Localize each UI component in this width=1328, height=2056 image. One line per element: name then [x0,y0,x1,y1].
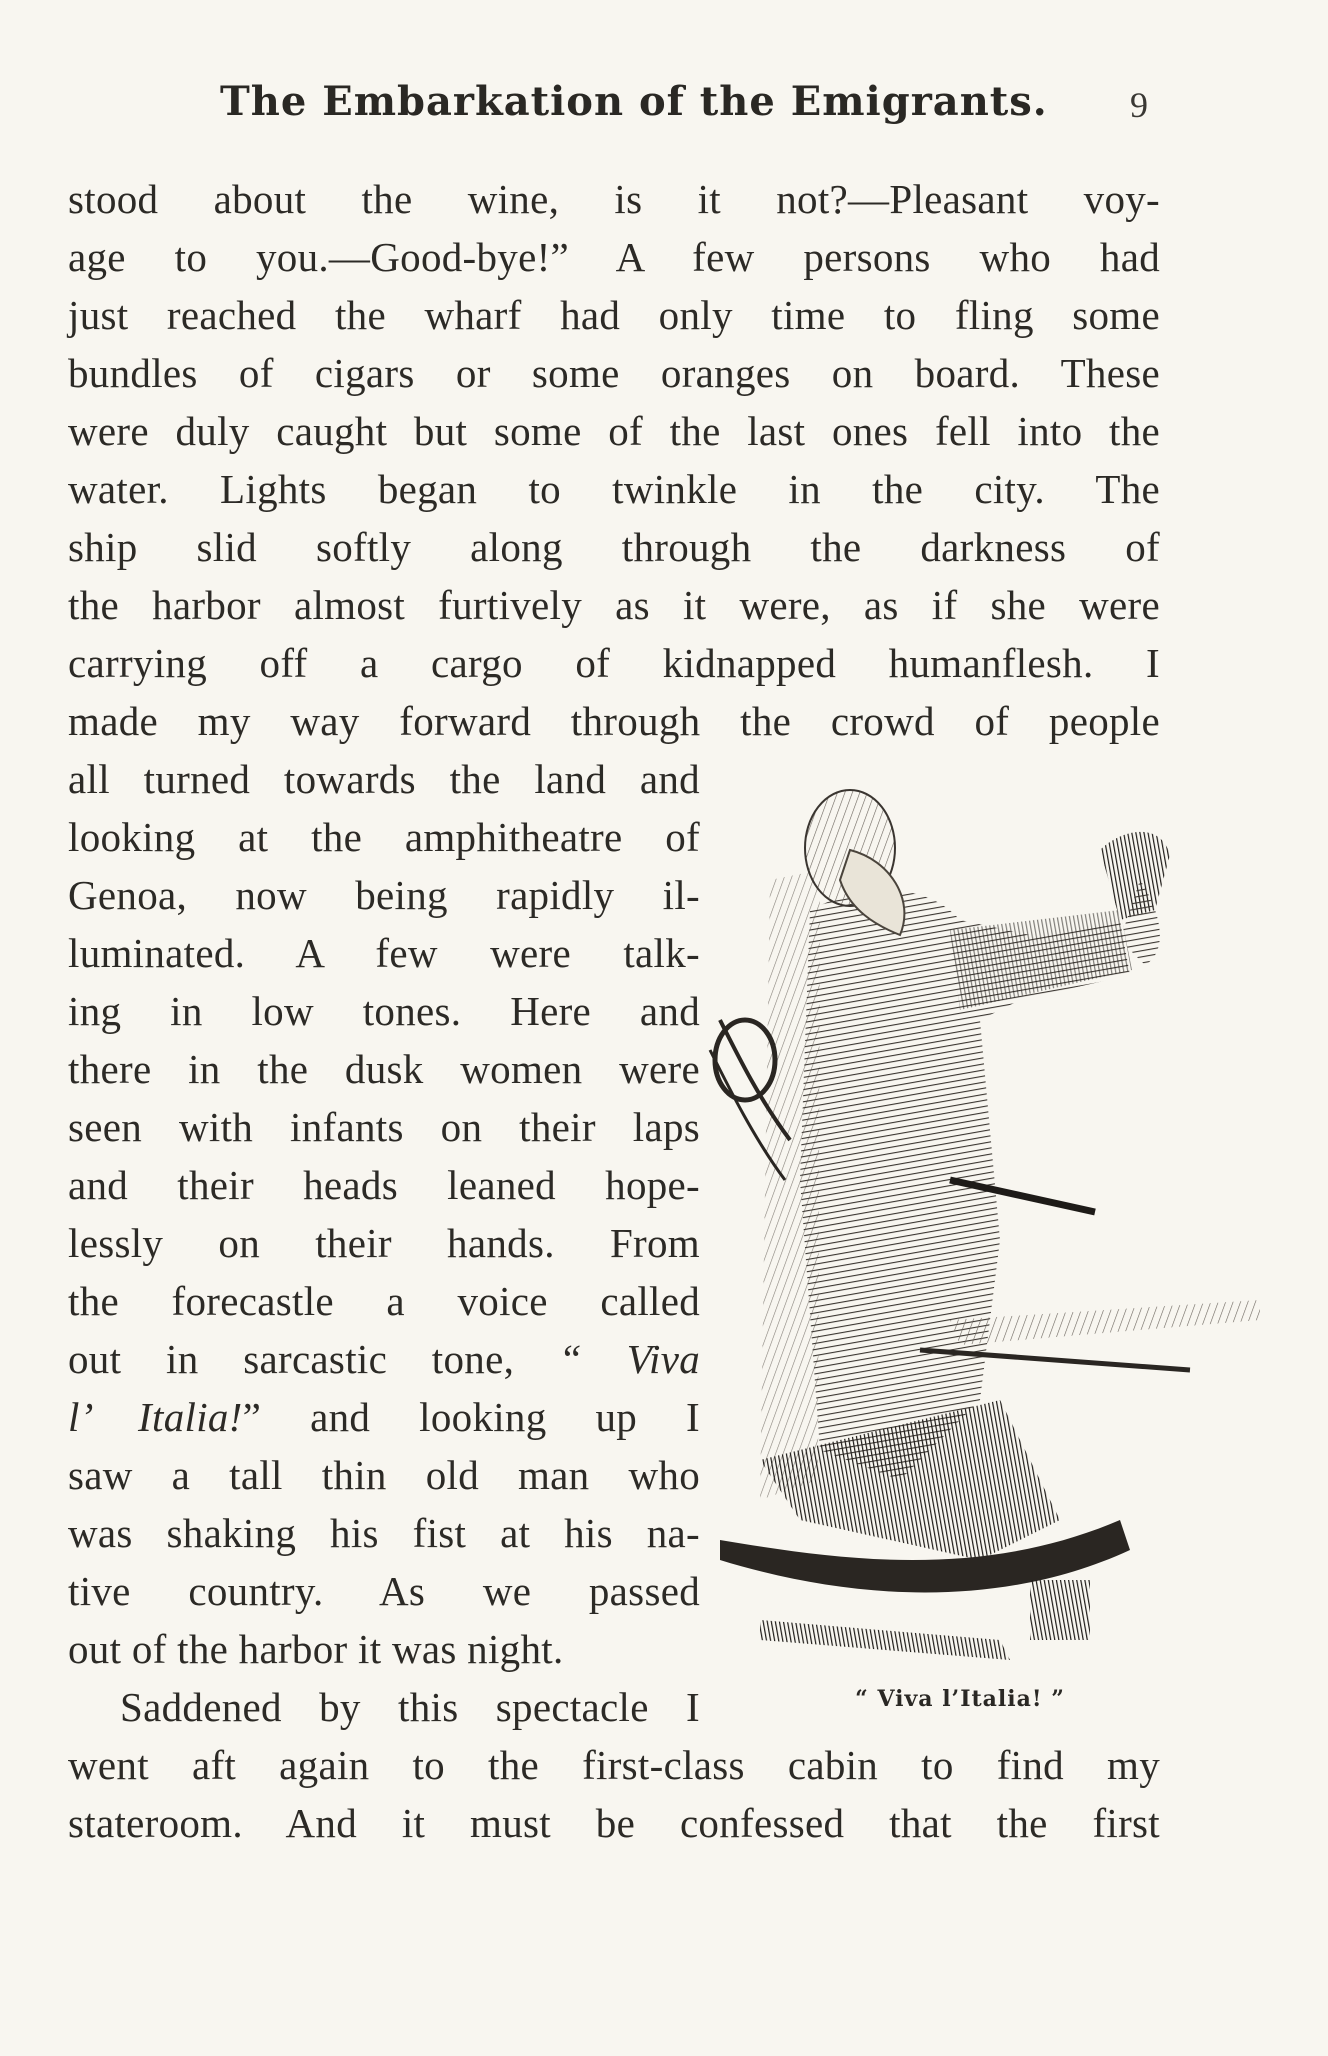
text-line: stood about the wine, is it not?—Pleasant voy- [68,176,1160,222]
text-line: water. Lights began to twinkle in the city. The [68,466,1160,512]
text-line: made my way forward through the crowd of people [68,698,1160,744]
text-line: saw a tall thin old man who [68,1452,700,1498]
text-segment: out in sarcastic tone, [68,1336,515,1382]
italic-text: l’ Italia! [68,1394,243,1440]
text-segment: ” and looking up I [242,1394,700,1440]
text-line: tive country. As we passed [68,1568,700,1614]
running-title: The Embarkation of the Emigrants. [220,78,1048,125]
text-line: there in the dusk women were [68,1046,700,1092]
text-line: were duly caught but some of the last ones fell into the [68,408,1160,454]
text-line: the forecastle a voice called [68,1278,700,1324]
figure-caption: “ Viva l’Italia! ” [855,1686,1065,1712]
text-line: was shaking his fist at his na- [68,1510,700,1556]
text-line: luminated. A few were talk- [68,930,700,976]
text-line: looking at the amphitheatre of [68,814,700,860]
engraving-old-man-illustration [700,760,1280,1680]
text-line: the harbor almost furtively as it were, as if she were [68,582,1160,628]
page-number: 9 [1130,85,1148,125]
text-line: age to you.—Good-bye!” A few persons who had [68,234,1160,280]
text-line: and their heads leaned hope- [68,1162,700,1208]
text-line: lessly on their hands. From [68,1220,700,1266]
text-line: went aft again to the first-class cabin to find my [68,1742,1160,1788]
text-line: Genoa, now being rapidly il- [68,872,700,918]
text-line: out of the harbor it was night. [68,1626,564,1672]
running-head [0,78,1328,138]
text-line [68,1388,700,1446]
text-line: carrying off a cargo of kidnapped humanflesh. I [68,640,1160,686]
text-line: seen with infants on their laps [68,1104,700,1150]
text-line [68,1330,700,1388]
text-line: ship slid softly along through the darkness of [68,524,1160,570]
italic-text: “ Viva [558,1336,700,1382]
text-line: stateroom. And it must be confessed that the first [68,1800,1160,1846]
text-line: Saddened by this spectacle I [120,1684,700,1730]
text-line: bundles of cigars or some oranges on board. These [68,350,1160,396]
text-line: all turned towards the land and [68,756,700,802]
text-line: just reached the wharf had only time to fling some [68,292,1160,338]
text-line: ing in low tones. Here and [68,988,700,1034]
